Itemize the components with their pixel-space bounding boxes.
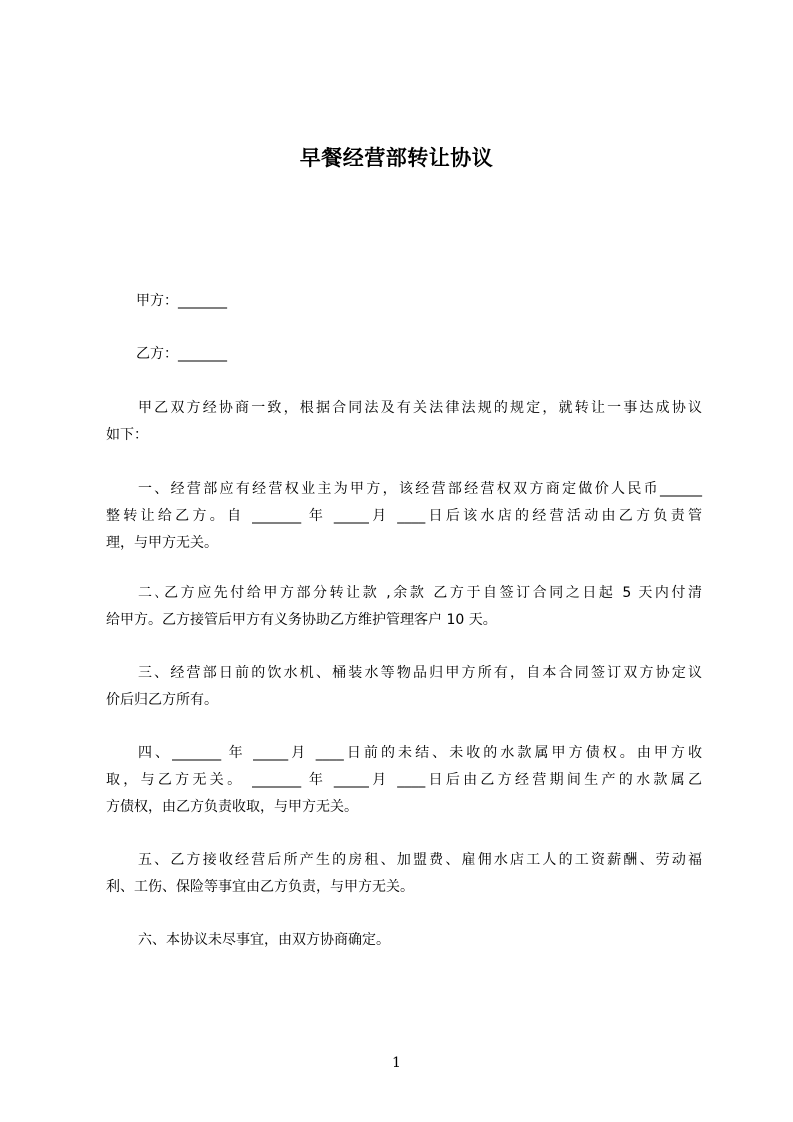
clause-line: 整转让给乙方。自 _______ 年 _____月 ____日后该水店的经营活动由乙方负责管 xyxy=(106,508,702,524)
party-a-line: 甲方：_______ xyxy=(136,293,227,309)
clause-line: 三、经营部日前的饮水机、桶装水等物品归甲方所有，自本合同签订双方协定议 xyxy=(138,665,702,681)
clause-line: 方债权，由乙方负责收取，与甲方无关。 xyxy=(106,799,358,815)
page-title: 早餐经营部转让协议 xyxy=(299,146,494,170)
clause-line: 价后归乙方所有。 xyxy=(106,692,218,708)
clause-line: 二､乙方应先付给甲方部分转让款 ,余款 乙方于自签订合同之日起 5 天内付清 xyxy=(138,585,702,601)
clause-line: 五、乙方接收经营后所产生的房租、加盟费、雇佣水店工人的工资薪酬、劳动福 xyxy=(138,852,702,868)
clause-line: 理，与甲方无关。 xyxy=(106,535,218,551)
clause-line: 取，与乙方无关。 _______ 年 _____月 ____日后由乙方经营期间生产的水款属乙 xyxy=(106,772,702,788)
clause-line: 四、_______ 年 _____月 ____日前的未结、未收的水款属甲方债权。由甲方收 xyxy=(138,745,702,761)
intro-line: 甲乙双方经协商一致，根据合同法及有关法律法规的规定，就转让一事达成协议 xyxy=(138,400,702,416)
clause-line: 一、经营部应有经营权业主为甲方，该经营部经营权双方商定做价人民币______ xyxy=(138,481,702,497)
clause-line: 给甲方。乙方接管后甲方有义务协助乙方维护管理客户 10 天。 xyxy=(106,612,497,628)
party-b-line: 乙方：_______ xyxy=(136,346,227,362)
page-number: 1 xyxy=(392,1055,401,1071)
clause-line: 利、工伤、保险等事宜由乙方负责，与甲方无关。 xyxy=(106,879,414,895)
clause-line: 六、本协议未尽事宜，由双方协商确定。 xyxy=(138,932,390,948)
intro-line: 如下： xyxy=(106,427,148,443)
